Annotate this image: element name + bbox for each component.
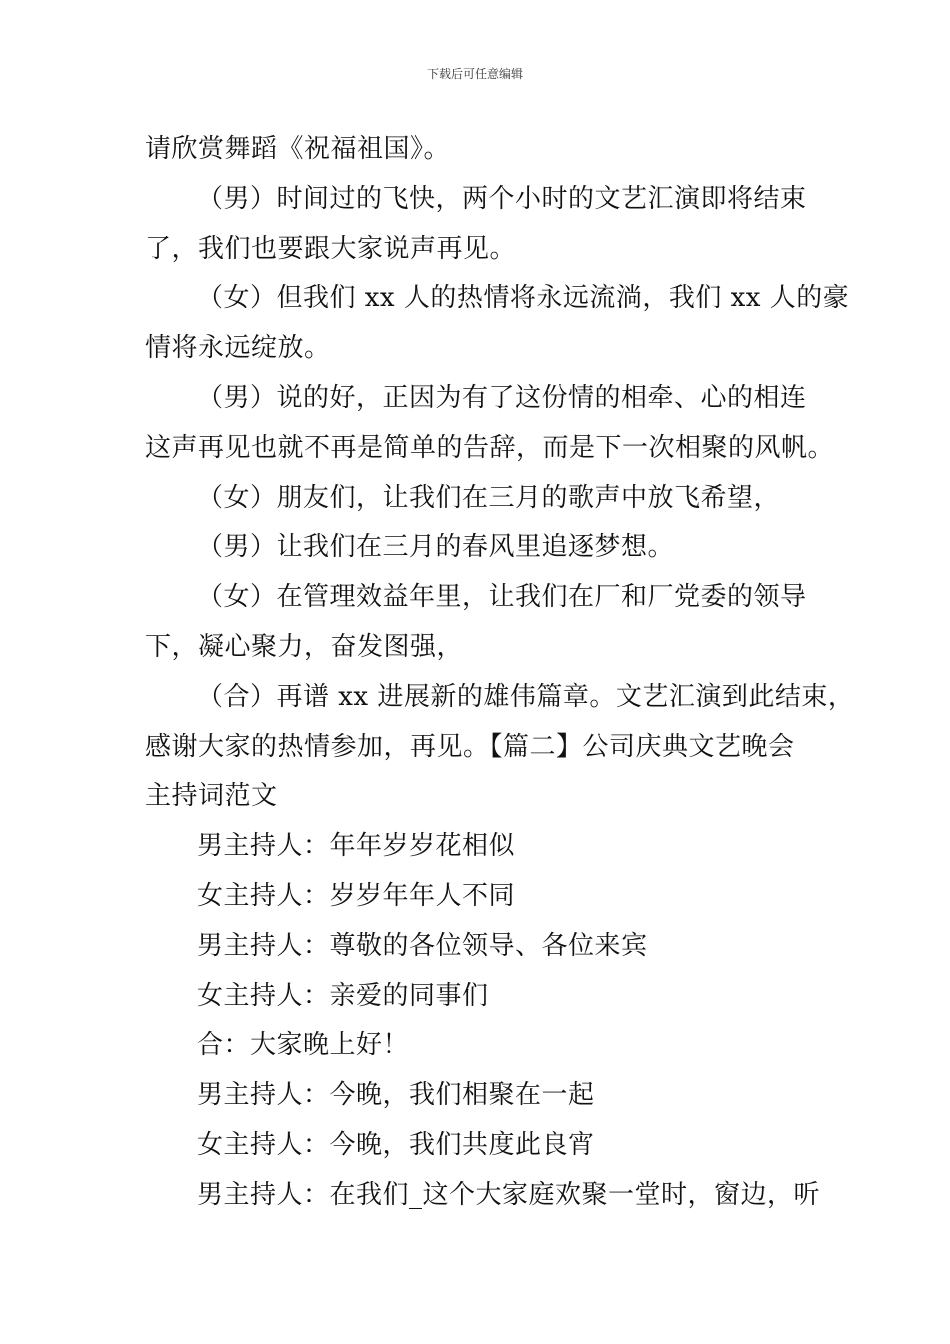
text-line-13: 感谢大家的热情参加，再见。【篇二】公司庆典文艺晚会	[145, 731, 795, 762]
text-line-7: 这声再见也就不再是简单的告辞，而是下一次相聚的风帆。	[145, 432, 835, 463]
text-line-22: 男主持人：在我们_这个大家庭欢聚一堂时，窗边，听	[197, 1179, 821, 1210]
text-line-8: （女）朋友们，让我们在三月的歌声中放飞希望，	[197, 482, 781, 513]
text-line-20: 男主持人：今晚，我们相聚在一起	[197, 1080, 595, 1111]
text-line-5: 情将永远绽放。	[145, 333, 331, 364]
text-line-3: 了，我们也要跟大家说声再见。	[145, 233, 517, 264]
page-header: 下载后可任意编辑	[426, 67, 523, 81]
text-line-12: （合）再谱 xx 进展新的雄伟篇章。文艺汇演到此结束，	[197, 681, 855, 712]
text-line-11: 下，凝心聚力，奋发图强，	[145, 631, 464, 662]
text-line-17: 男主持人：尊敬的各位领导、各位来宾	[197, 930, 648, 961]
text-line-6: （男）说的好，正因为有了这份情的相牵、心的相连	[197, 382, 807, 413]
text-line-18: 女主持人：亲爱的同事们	[197, 980, 489, 1011]
text-line-15: 男主持人：年年岁岁花相似	[197, 831, 516, 862]
text-line-16: 女主持人：岁岁年年人不同	[197, 880, 516, 911]
text-line-1: 请欣赏舞蹈《祝福祖国》。	[145, 134, 451, 164]
text-line-21: 女主持人：今晚，我们共度此良宵	[197, 1129, 595, 1160]
text-line-14: 主持词范文	[145, 781, 278, 812]
text-line-2: （男）时间过的飞快，两个小时的文艺汇演即将结束	[197, 183, 807, 214]
text-line-9: （男）让我们在三月的春风里追逐梦想。	[197, 532, 675, 563]
text-line-4: （女）但我们 xx 人的热情将永远流淌，我们 xx 人的豪	[197, 283, 850, 314]
text-line-10: （女）在管理效益年里，让我们在厂和厂党委的领导	[197, 582, 807, 613]
text-line-19: 合：大家晚上好！	[197, 1030, 410, 1061]
document-body	[145, 125, 855, 1221]
